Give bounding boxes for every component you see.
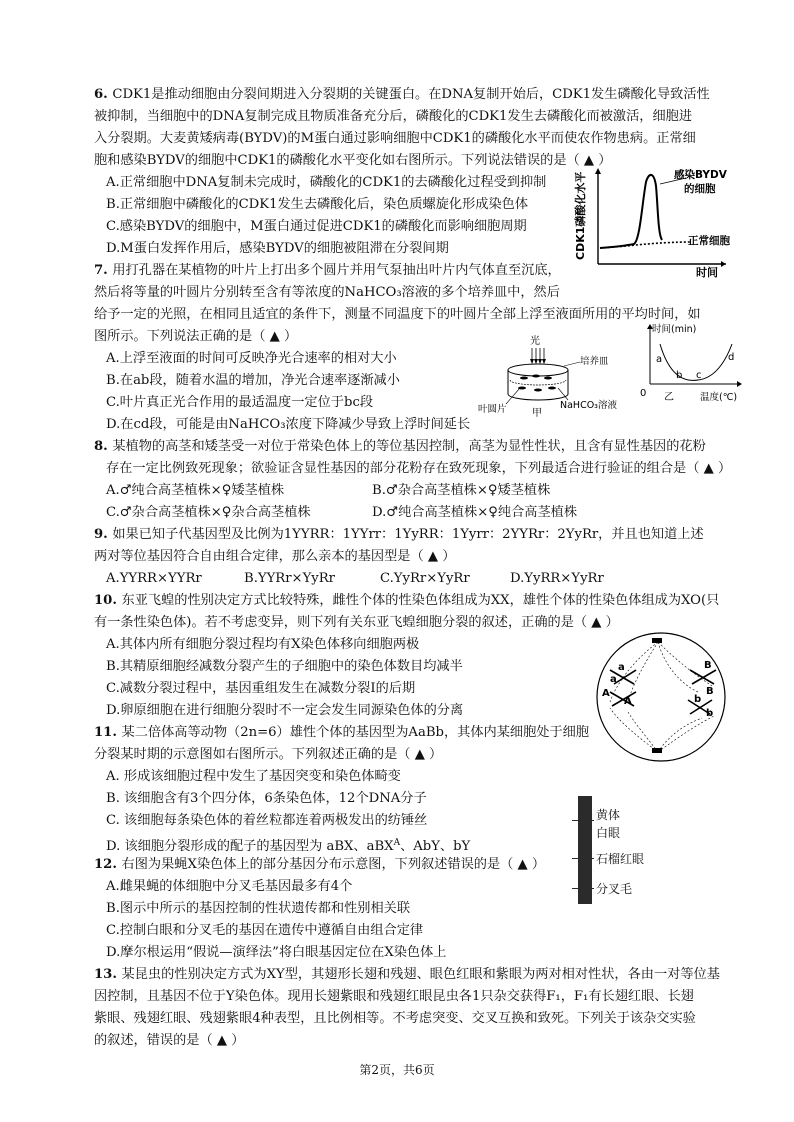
svg-text:a: a	[610, 674, 617, 685]
svg-text:叶圆片: 叶圆片	[478, 404, 507, 415]
q11-option-b: B. 该细胞含有3个四分体，6条染色体，12个DNA分子	[106, 791, 427, 806]
q12-option-a: A.雌果蝇的体细胞中分叉毛基因最多有4个	[106, 879, 353, 894]
page-footer: 第2页，共6页	[359, 1063, 435, 1077]
svg-text:B: B	[706, 686, 714, 697]
svg-text:c: c	[696, 370, 702, 381]
q10-option-a: A.其体内所有细胞分裂过程均有X染色体移向细胞两极	[106, 637, 420, 652]
meiosis-cell-figure	[594, 630, 728, 764]
svg-text:甲: 甲	[532, 408, 542, 419]
q11-stem-line2: 分裂某时期的示意图如右图所示。下列叙述正确的是（ ▲ ）	[94, 747, 443, 762]
q12-option-b: B.图示中所示的基因控制的性状遗传都和性别相关联	[106, 901, 411, 916]
q7-option-d: D.在cd段，可能是由NaHCO₃浓度下降减少导致上浮时间延长	[106, 417, 471, 432]
svg-text:b: b	[706, 708, 714, 719]
q10-option-c: C.减数分裂过程中，基因重组发生在减数分裂Ⅰ的后期	[106, 681, 416, 696]
svg-text:温度(℃): 温度(℃)	[700, 392, 738, 403]
gene-label-forked: 分叉毛	[596, 882, 633, 896]
cdk1-graph	[574, 164, 736, 279]
q6-option-d: D.M蛋白发挥作用后，感染BYDV的细胞被阻滞在分裂间期	[106, 241, 449, 256]
q12-option-c: C.控制白眼和分叉毛的基因在遗传中遵循自由组合定律	[106, 923, 424, 938]
q8-option-d: D.♂纯合高茎植株×♀纯合高茎植株	[372, 505, 578, 520]
q6-stem-line1: 6. CDK1是推动细胞由分裂间期进入分裂期的关键蛋白。在DNA复制开始后，CDK1发生磷酸化导致活性	[94, 87, 710, 102]
svg-text:乙: 乙	[664, 392, 674, 403]
q12-option-d: D.摩尔根运用“假说—演绎法”将白眼基因定位在X染色体上	[106, 945, 447, 960]
svg-text:a: a	[656, 354, 663, 365]
graph-label-infected-2: 的细胞	[684, 183, 716, 195]
q13-stem-line2: 因控制，且基因不位于Y染色体。现用长翅紫眼和残翅红眼昆虫各1只杂交获得F₁，F₁有长翅红眼、长翅	[94, 989, 694, 1004]
q7-stem-line2: 然后将等量的叶圆片分别转至含有等浓度的NaHCO₃溶液的多个培养皿中，然后	[94, 285, 560, 300]
q8-option-c: C.♂杂合高茎植株×♀杂合高茎植株	[106, 505, 311, 520]
svg-text:b: b	[694, 694, 702, 705]
svg-text:a: a	[618, 662, 625, 673]
q7-option-c: C.叶片真正光合作用的最适温度一定位于bc段	[106, 395, 374, 410]
q7-stem-line4: 图所示。下列说法正确的是（ ▲ ）	[94, 329, 298, 344]
figure-jia	[476, 332, 617, 419]
q9-option-b: B.YYRr×YyRr	[244, 571, 335, 586]
q7-option-a: A.上浮至液面的时间可反映净光合速率的相对大小	[106, 351, 397, 366]
svg-text:0: 0	[640, 388, 647, 399]
graph-ylabel: CDK1磷酸化水平	[574, 171, 587, 260]
graph-label-normal: 正常细胞	[688, 235, 730, 247]
q7-stem-line1: 7. 用打孔器在某植物的叶片上打出多个圆片并用气泵抽出叶片内气体直至沉底，	[94, 263, 561, 278]
q8-stem-line1: 8. 某植物的高茎和矮茎受一对位于常染色体上的等位基因控制，高茎为显性性状，且含有显性基因的花粉	[94, 439, 706, 454]
q6-stem-line3: 入分裂期。大麦黄矮病毒(BYDV)的M蛋白通过影响细胞中CDK1的磷酸化水平而使农作物患病。正常细	[94, 131, 696, 146]
q8-stem-line2: 存在一定比例致死现象；欲验证含显性基因的部分花粉存在致死现象，下列最适合进行验证的组合是（ ▲ ）	[106, 461, 732, 476]
q8-option-a: A.♂纯合高茎植株×♀矮茎植株	[106, 483, 285, 498]
svg-text:培养皿: 培养皿	[580, 356, 609, 367]
q10-stem-line2: 有一条性染色体)。若不考虑变异，则下列有关东亚飞蝗细胞分裂的叙述，正确的是（ ▲ ）	[94, 615, 619, 630]
q9-stem-line1: 9. 如果已知子代基因型及比例为1YYRR：1YYrr：1YyRR：1Yyrr：2YYRr：2YyRr，并且也知道上述	[94, 527, 704, 542]
q11-option-a: A. 形成该细胞过程中发生了基因突变和染色体畸变	[106, 769, 401, 784]
q9-option-c: C.YyRr×YyRr	[380, 571, 470, 586]
gene-label-garnet: 石榴红眼	[596, 852, 645, 866]
q12-stem-line1: 12. 右图为果蝇X染色体上的部分基因分布示意图，下列叙述错误的是（ ▲ ）	[94, 857, 546, 872]
q10-option-d: D.卵原细胞在进行细胞分裂时不一定会发生同源染色体的分离	[106, 703, 464, 718]
svg-text:A: A	[602, 688, 610, 699]
q7-option-b: B.在ab段，随着水温的增加，净光合速率逐渐减小	[106, 373, 400, 388]
svg-text:B: B	[704, 660, 712, 671]
q9-option-d: D.YyRR×YyRr	[510, 571, 604, 586]
q6-stem-line4: 胞和感染BYDV的细胞中CDK1的磷酸化水平变化如右图所示。下列说法错误的是（ ▲ ）	[94, 153, 612, 168]
figure-yi	[636, 320, 746, 404]
q13-stem-line3: 紫眼、残翅红眼、残翅紫眼4种表型，且比例相等。不考虑突变、交叉互换和致死。下列关于该杂交实验	[94, 1011, 696, 1026]
svg-text:时间(min): 时间(min)	[652, 324, 697, 335]
q8-option-b: B.♂杂合高茎植株×♀矮茎植株	[372, 483, 551, 498]
graph-xlabel: 时间	[696, 266, 718, 279]
svg-text:NaHCO₃溶液: NaHCO₃溶液	[560, 400, 617, 411]
q11-stem-line1: 11. 某二倍体高等动物（2n=6）雄性个体的基因型为AaBb，其体内某细胞处于细胞	[94, 725, 590, 740]
gene-label-white-eye: 白眼	[596, 826, 621, 840]
q13-stem-line1: 13. 某昆虫的性别决定方式为XY型，其翅形长翅和残翅、眼色红眼和紫眼为两对相对性状，各由一对等位基	[94, 967, 720, 982]
q7-stem-line3: 给予一定的光照，在相同且适宜的条件下，测量不同温度下的叶圆片全部上浮至液面所用的平均时间，如	[94, 307, 701, 322]
q11-option-c: C. 该细胞每条染色体的着丝粒都连着两极发出的纺锤丝	[106, 813, 428, 828]
q6-option-c: C.感染BYDV的细胞中，M蛋白通过促进CDK1的磷酸化而影响细胞周期	[106, 219, 527, 234]
graph-label-infected-1: 感染BYDV	[674, 169, 727, 181]
svg-text:b: b	[676, 370, 683, 381]
gene-label-yellow: 黄体	[596, 808, 621, 822]
q6-option-b: B.正常细胞中磷酸化的CDK1发生去磷酸化后，染色质螺旋化形成染色体	[106, 197, 529, 212]
svg-text:光: 光	[530, 336, 540, 347]
q10-stem-line1: 10. 东亚飞蝗的性别决定方式比较特殊，雌性个体的性染色体组成为XX，雄性个体的性染色体组成为XO(只	[94, 593, 720, 608]
q11-option-d: D. 该细胞分裂形成的配子的基因型为 aBX、aBX$^A$、AbY、bY	[106, 838, 471, 854]
q6-option-a: A.正常细胞中DNA复制未完成时，磷酸化的CDK1的去磷酸化过程受到抑制	[106, 175, 547, 190]
q6-stem-line2: 被抑制，当细胞中的DNA复制完成且物质准备充分后，磷酸化的CDK1发生去磷酸化而被激活，细胞进	[94, 109, 693, 124]
q10-option-b: B.其精原细胞经减数分裂产生的子细胞中的染色体数目均减半	[106, 659, 463, 674]
q13-stem-line4: 的叙述，错误的是（ ▲ ）	[94, 1033, 245, 1048]
svg-text:d: d	[728, 352, 735, 363]
q9-option-a: A.YYRR×YYRr	[106, 571, 202, 586]
svg-text:A: A	[624, 696, 632, 707]
q9-stem-line2: 两对等位基因符合自由组合定律，那么亲本的基因型是（ ▲ ）	[94, 549, 456, 564]
